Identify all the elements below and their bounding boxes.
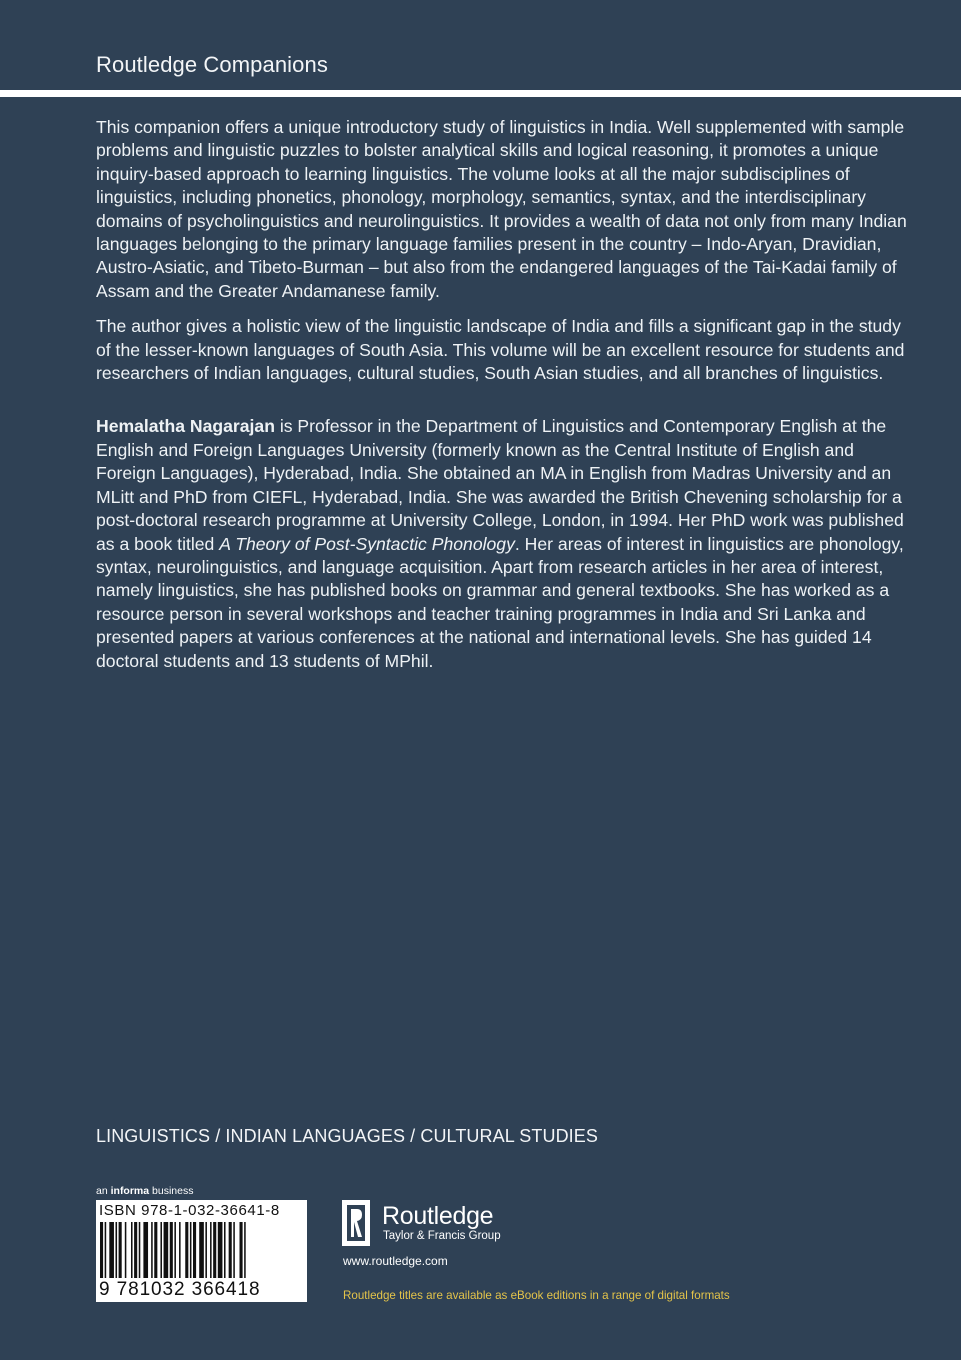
publisher-group: Taylor & Francis Group	[383, 1230, 501, 1242]
isbn-digits: 9 781032 366418	[99, 1279, 261, 1300]
barcode-bars	[100, 1222, 303, 1278]
ebook-note: Routledge titles are available as eBook editions in a range of digital formats	[343, 1289, 730, 1302]
informa-suffix: business	[149, 1185, 194, 1197]
isbn-barcode	[96, 1200, 307, 1302]
description-paragraph-1: This companion offers a unique introductory study of linguistics in India. Well supplemented with sample problems and linguistic puzzles to bolster analytical skills and logical reasoning, it promotes a unique inquiry-based approach to learning linguistics. The volume looks at all the major subdisciplines of linguistics, including phonetics, phonology, morphology, semantics, syntax, and the interdisciplinary domains of psycholinguistics and neurolinguistics. It provides a wealth of data not only from many Indian languages belonging to the primary language families present in the country – Indo-Aryan, Dravidian, Austro-Asiatic, and Tibeto-Burman – but also from the endangered languages of the Tai-Kadai family of Assam and the Greater Andamanese family.	[96, 117, 907, 301]
routledge-logo-icon	[342, 1200, 370, 1246]
publisher-name: Routledge	[382, 1202, 494, 1230]
description-paragraph-2: The author gives a holistic view of the linguistic landscape of India and fills a significant gap in the study of the lesser-known languages of South Asia. This volume will be an excellent resource for students and researchers of Indian languages, cultural studies, South Asian studies, and all branches of linguistics.	[96, 316, 905, 384]
subject-categories: LINGUISTICS / INDIAN LANGUAGES / CULTURAL STUDIES	[96, 1126, 598, 1146]
book-title: A Theory of Post-Syntactic Phonology	[219, 533, 515, 554]
bio-text-1: is Professor in the Department of Linguistics and Contemporary English at the English and Foreign Languages University (formerly known as the Central Institute of English and Foreign Languages), Hyderabad, India. She obtained an MA in English from Madras University and an MLitt and PhD from CIEFL, Hyderabad, India. She was awarded the British Chevening scholarship for a post-doctoral research programme at University College, London, in 1994. Her PhD work was published as a book titled	[96, 416, 904, 554]
back-cover-text	[96, 116, 914, 685]
bio-text-2: . Her areas of interest in linguistics are phonology, syntax, neurolinguistics, and language acquisition. Apart from research articles in her area of interest, namely linguistics, she has published books on grammar and general textbooks. She has worked as a resource person in several workshops and teacher training programmes in India and Sri Lanka and presented papers at various conferences at the national and international levels. She has guided 14 doctoral students and 13 students of MPhil.	[96, 533, 904, 671]
informa-business-line	[96, 1185, 193, 1197]
header-rule	[0, 90, 961, 97]
author-bio	[96, 415, 914, 672]
informa-prefix: an	[96, 1185, 111, 1197]
isbn-label: ISBN 978-1-032-36641-8	[99, 1202, 280, 1219]
author-name: Hemalatha Nagarajan	[96, 416, 275, 437]
publisher-website: www.routledge.com	[343, 1254, 448, 1268]
series-title: Routledge Companions	[96, 52, 328, 77]
informa-brand: informa	[110, 1185, 150, 1197]
